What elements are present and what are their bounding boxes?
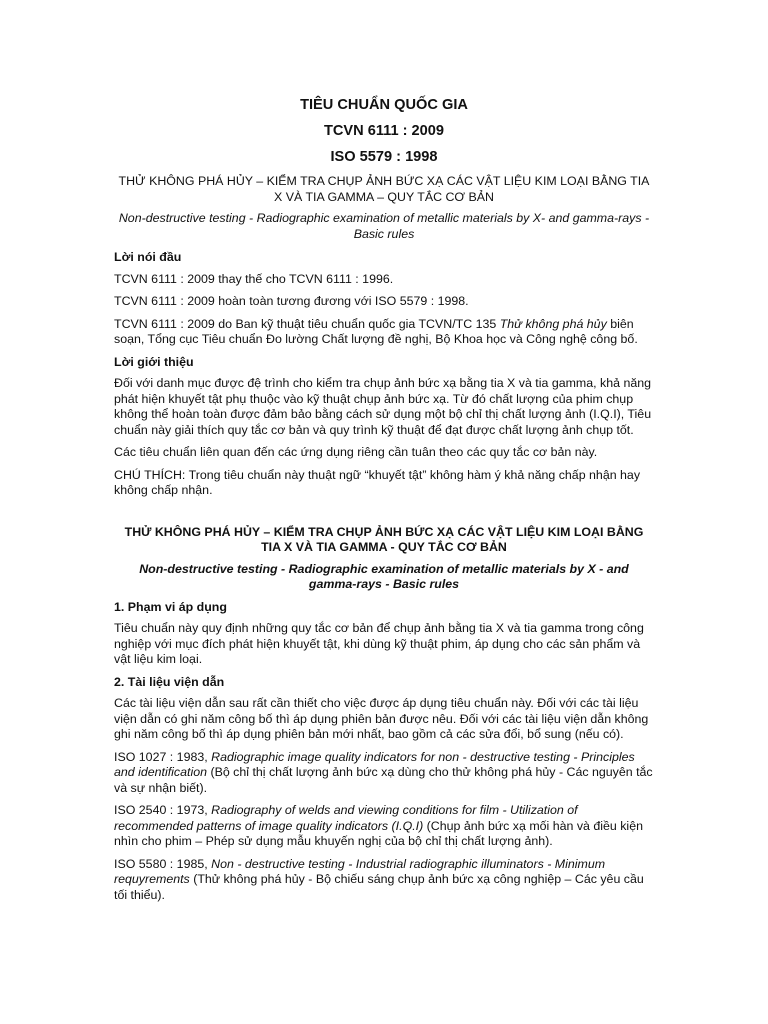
reference-title: Radiography of welds and viewing conditions for film - Utilization of recommended patterns of image quality indicators (I.Q.I) [114, 803, 578, 833]
reference-code: ISO 1027 : 1983, [114, 749, 212, 764]
document-title: TIÊU CHUẨN QUỐC GIA [300, 97, 468, 113]
standard-code-iso: ISO 5579 : 1998 [330, 149, 438, 165]
foreword-paragraph-3 [114, 317, 654, 348]
references-paragraph: Các tài liệu viện dẫn sau rất cần thiết cho việc được áp dụng tiêu chuẩn này. Đối với các tài liệu viện dẫn có ghi năm công bố thì áp dụng phiên bản được nêu. Đối với các tài liệu viện dẫn không ghi năm công bố thì áp dụng phiên bản mới nhất, bao gồm cả các sửa đổi, bổ sung (nếu có). [114, 696, 649, 741]
foreword-heading: Lời nói đầu [114, 250, 182, 264]
reference-translation: (Thử không phá hủy - Bộ chiếu sáng chụp ảnh bức xạ công nghiệp – Các yêu cầu tối thiểu). [114, 872, 644, 902]
foreword-p3-post: biên soạn, Tổng cục Tiêu chuẩn Đo lường Chất lượng đề nghị, Bộ Khoa học và Công nghệ công bố. [114, 316, 638, 346]
foreword-paragraph-1: TCVN 6111 : 2009 thay thế cho TCVN 6111 : 1996. [114, 271, 394, 286]
reference-title: Radiographic image quality indicators for non - destructive testing - Principles and identification [114, 749, 635, 779]
introduction-paragraph-1: Đối với danh mục được đệ trình cho kiểm tra chụp ảnh bức xạ bằng tia X và tia gamma, khả năng phát hiện khuyết tật phụ thuộc vào kỹ thuật chụp ảnh bức xạ. Từ đó chất lượng của phim chụp không thể hoàn toàn được đảm bảo bằng cách sử dụng một bộ chỉ thị chất lượng ảnh (I.Q.I), Tiêu chuẩn này giải thích quy tắc cơ bản và quy trình kỹ thuật để đạt được chất lượng ảnh chụp tốt. [114, 376, 652, 437]
scope-heading: 1. Phạm vi áp dụng [114, 599, 227, 614]
reference-code: ISO 2540 : 1973, [114, 803, 212, 817]
body-title-vi: THỬ KHÔNG PHÁ HỦY – KIỂM TRA CHỤP ẢNH BỨC XẠ CÁC VẬT LIỆU KIM LOẠI BẰNG TIA X VÀ TIA GAMMA - QUY TẮC CƠ BẢN [124, 524, 644, 554]
scope-paragraph: Tiêu chuẩn này quy định những quy tắc cơ bản để chụp ảnh bằng tia X và tia gamma trong công nghiệp với mục đích phát hiện khuyết tật, khi dùng kỹ thuật phim, áp dụng cho các sản phẩm và vật liệu kim loại. [114, 621, 644, 666]
introduction-note: CHÚ THÍCH: Trong tiêu chuẩn này thuật ngữ “khuyết tật” không hàm ý khả năng chấp nhận hay không chấp nhận. [114, 467, 641, 497]
foreword-p3-pre: TCVN 6111 : 2009 do Ban kỹ thuật tiêu chuẩn quốc gia TCVN/TC 135 [114, 316, 500, 331]
foreword-p3-italic: Thử không phá hủy [499, 316, 607, 331]
references-heading: 2. Tài liệu viện dẫn [114, 674, 225, 689]
reference-translation: (Bộ chỉ thị chất lượng ảnh bức xạ dùng cho thử không phá hủy - Các nguyên tắc và sự nhận biết). [114, 765, 653, 795]
foreword-paragraph-2: TCVN 6111 : 2009 hoàn toàn tương đương với ISO 5579 : 1998. [114, 294, 469, 308]
reference-translation: (Chụp ảnh bức xạ mối hàn và điều kiện nhìn cho phim – Phép sử dụng mẫu khuyến nghị của bộ chỉ thị chất lượng ảnh). [114, 818, 643, 848]
reference-code: ISO 5580 : 1985, [114, 856, 212, 871]
reference-item [114, 857, 654, 904]
reference-title: Non - destructive testing - Industrial radiographic illuminators - Minimum requyrements [114, 856, 606, 886]
introduction-paragraph-2: Các tiêu chuẩn liên quan đến các ứng dụng riêng cần tuân theo các quy tắc cơ bản này. [114, 445, 598, 459]
document-subtitle-en: Non-destructive testing - Radiographic examination of metallic materials by X- and gamma-rays - Basic rules [118, 211, 650, 241]
document-subtitle-vi: THỬ KHÔNG PHÁ HỦY – KIỂM TRA CHỤP ẢNH BỨC XẠ CÁC VẬT LIỆU KIM LOẠI BẰNG TIA X VÀ TIA GAMMA – QUY TẮC CƠ BẢN [118, 174, 650, 204]
reference-item [114, 803, 654, 850]
standard-code-tcvn: TCVN 6111 : 2009 [323, 123, 445, 139]
body-title-en: Non-destructive testing - Radiographic examination of metallic materials by X - and gamma-rays - Basic rules [139, 561, 629, 591]
reference-item [114, 750, 654, 797]
introduction-heading: Lời giới thiệu [114, 354, 194, 369]
